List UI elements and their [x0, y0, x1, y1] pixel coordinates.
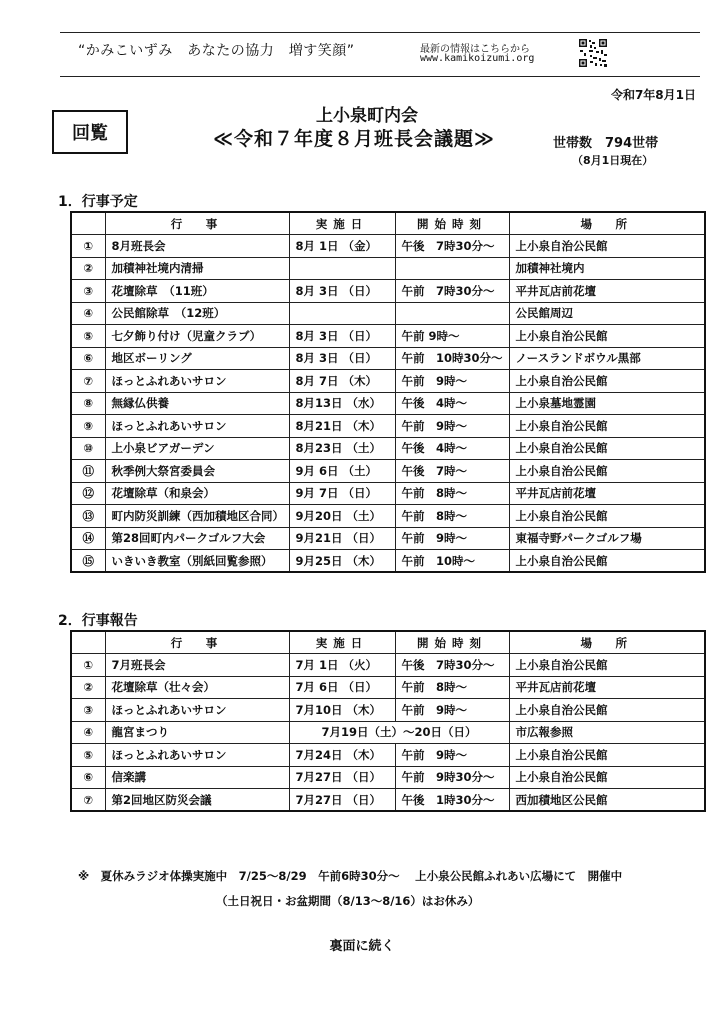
row-number: ⑩ [71, 437, 105, 460]
row-number: ⑭ [71, 527, 105, 550]
event-date-span: 7月19日（土）～20日（日） [289, 721, 509, 744]
table-header-row [71, 212, 705, 235]
event-date: 7月 6日 （日） [289, 676, 395, 699]
household-note: （8月1日現在） [572, 154, 654, 167]
event-place: 上小泉墓地霊園 [509, 392, 705, 415]
event-time: 午前 9時～ [395, 527, 509, 550]
continued-text: 裏面に続く [329, 939, 395, 954]
event-time: 午前 10時30分～ [395, 347, 509, 370]
event-time: 午後 4時～ [395, 437, 509, 460]
row-number: ③ [71, 280, 105, 303]
event-place: ノースランドボウル黒部 [509, 347, 705, 370]
row-number: ⑤ [71, 325, 105, 348]
event-name: 町内防災訓練（西加積地区合同） [105, 505, 289, 528]
table-row [71, 392, 705, 415]
event-time: 午前 9時～ [395, 370, 509, 393]
header-cell-date: 実施日 [289, 631, 395, 654]
event-date: 8月23日 （土） [289, 437, 395, 460]
event-place: 上小泉自治公民館 [509, 370, 705, 393]
row-number: ④ [71, 721, 105, 744]
table-row [71, 325, 705, 348]
header-cell-time: 開始時刻 [395, 212, 509, 235]
event-name: 花壇除草 （11班） [105, 280, 289, 303]
event-place: 東福寺野パークゴルフ場 [509, 527, 705, 550]
event-name: 第28回町内パークゴルフ大会 [105, 527, 289, 550]
event-place: 上小泉自治公民館 [509, 699, 705, 722]
event-place: 平井瓦店前花壇 [509, 280, 705, 303]
event-name: 秋季例大祭宮委員会 [105, 460, 289, 483]
table-row [71, 721, 705, 744]
header-cell-event: 行 事 [105, 212, 289, 235]
section-title-schedule: 1．行事予定 [58, 194, 138, 210]
event-date: 8月21日 （木） [289, 415, 395, 438]
header-cell-time: 開始時刻 [395, 631, 509, 654]
table-row [71, 654, 705, 677]
event-place: 西加積地区公民館 [509, 789, 705, 812]
event-name: ほっとふれあいサロン [105, 699, 289, 722]
event-date: 8月 3日 （日） [289, 325, 395, 348]
event-date: 9月 6日 （土） [289, 460, 395, 483]
row-number: ⑥ [71, 766, 105, 789]
event-name: 龍宮まつり [105, 721, 289, 744]
row-number: ② [71, 676, 105, 699]
event-name: ほっとふれあいサロン [105, 744, 289, 767]
event-place: 上小泉自治公民館 [509, 550, 705, 573]
event-date: 8月 1日 （金） [289, 235, 395, 258]
event-place: 平井瓦店前花壇 [509, 676, 705, 699]
event-date: 9月21日 （日） [289, 527, 395, 550]
event-name: 花壇除草（壮々会） [105, 676, 289, 699]
event-time: 午前 9時～ [395, 744, 509, 767]
event-time: 午後 4時～ [395, 392, 509, 415]
event-place: 上小泉自治公民館 [509, 437, 705, 460]
table-row [71, 527, 705, 550]
table-row [71, 505, 705, 528]
header-cell-no [71, 631, 105, 654]
event-name: 加積神社境内清掃 [105, 257, 289, 280]
row-number: ⑥ [71, 347, 105, 370]
table-row [71, 302, 705, 325]
table-row [71, 370, 705, 393]
info-text: 最新の情報はこちらから [420, 44, 530, 55]
report-table [70, 630, 706, 812]
table-row [71, 789, 705, 812]
event-date: 9月20日 （土） [289, 505, 395, 528]
org-name: 上小泉町内会 [316, 106, 418, 126]
table-header-row [71, 631, 705, 654]
event-name: 無縁仏供養 [105, 392, 289, 415]
row-number: ⑧ [71, 392, 105, 415]
event-time: 午前 9時30分～ [395, 766, 509, 789]
event-date [289, 257, 395, 280]
event-time: 午前 8時～ [395, 482, 509, 505]
header-cell-place: 場 所 [509, 631, 705, 654]
event-time: 午後 7時30分～ [395, 654, 509, 677]
event-time: 午前 9時～ [395, 325, 509, 348]
header-top-rule [60, 32, 700, 33]
table-row [71, 460, 705, 483]
event-time: 午前 8時～ [395, 676, 509, 699]
event-name: 上小泉ビアガーデン [105, 437, 289, 460]
event-time: 午前 7時30分～ [395, 280, 509, 303]
row-number: ① [71, 654, 105, 677]
circular-stamp: 回覧 [52, 110, 128, 154]
header-cell-place: 場 所 [509, 212, 705, 235]
section-title-report: 2．行事報告 [58, 613, 138, 629]
table-row [71, 235, 705, 258]
event-name: 8月班長会 [105, 235, 289, 258]
event-name: いきいき教室（別紙回覧参照） [105, 550, 289, 573]
note-radio-exercise: ※ 夏休みラジオ体操実施中 7/25～8/29 午前6時30分～ 上小泉公民館ふれあい広場にて 開催中 [78, 869, 623, 883]
event-time: 午後 1時30分～ [395, 789, 509, 812]
header-cell-no [71, 212, 105, 235]
event-date: 9月25日 （木） [289, 550, 395, 573]
event-name: 地区ボーリング [105, 347, 289, 370]
meeting-title: ≪令和７年度８月班長会議題≫ [213, 128, 495, 150]
slogan: “かみこいずみ あなたの協力 増す笑顔” [78, 43, 355, 59]
event-place: 上小泉自治公民館 [509, 235, 705, 258]
table-row [71, 676, 705, 699]
row-number: ④ [71, 302, 105, 325]
row-number: ⑫ [71, 482, 105, 505]
event-date: 8月 7日 （木） [289, 370, 395, 393]
website-link[interactable]: www.kamikoizumi.org [420, 53, 535, 64]
event-place: 加積神社境内 [509, 257, 705, 280]
table-row [71, 482, 705, 505]
event-time: 午前 9時～ [395, 415, 509, 438]
row-number: ⑦ [71, 370, 105, 393]
event-date: 8月13日 （水） [289, 392, 395, 415]
event-date [289, 302, 395, 325]
table-row [71, 550, 705, 573]
row-number: ⑬ [71, 505, 105, 528]
event-name: 信楽講 [105, 766, 289, 789]
event-time: 午前 8時～ [395, 505, 509, 528]
event-date: 7月10日 （木） [289, 699, 395, 722]
event-place: 上小泉自治公民館 [509, 415, 705, 438]
event-date: 7月24日 （木） [289, 744, 395, 767]
event-time [395, 302, 509, 325]
row-number: ⑨ [71, 415, 105, 438]
event-time: 午前 10時～ [395, 550, 509, 573]
event-date: 8月 3日 （日） [289, 347, 395, 370]
row-number: ⑤ [71, 744, 105, 767]
qr-code-icon[interactable] [578, 38, 608, 68]
row-number: ① [71, 235, 105, 258]
row-number: ⑪ [71, 460, 105, 483]
header-bottom-rule [60, 76, 700, 77]
event-place: 上小泉自治公民館 [509, 505, 705, 528]
event-time: 午後 7時～ [395, 460, 509, 483]
event-name: 花壇除草（和泉会） [105, 482, 289, 505]
note-holiday: （土日祝日・お盆期間（8/13～8/16）はお休み） [216, 894, 480, 908]
row-number: ⑦ [71, 789, 105, 812]
event-place: 上小泉自治公民館 [509, 744, 705, 767]
event-place: 上小泉自治公民館 [509, 460, 705, 483]
row-number: ⑮ [71, 550, 105, 573]
event-place: 市広報参照 [509, 721, 705, 744]
event-date: 7月27日 （日） [289, 789, 395, 812]
event-date: 7月27日 （日） [289, 766, 395, 789]
table-row [71, 437, 705, 460]
event-place: 公民館周辺 [509, 302, 705, 325]
table-row [71, 744, 705, 767]
event-name: 第2回地区防災会議 [105, 789, 289, 812]
household-count: 世帯数 794世帯 [553, 136, 659, 151]
event-place: 上小泉自治公民館 [509, 325, 705, 348]
row-number: ③ [71, 699, 105, 722]
event-name: ほっとふれあいサロン [105, 415, 289, 438]
event-name: 7月班長会 [105, 654, 289, 677]
event-time [395, 257, 509, 280]
table-row [71, 415, 705, 438]
schedule-table [70, 211, 706, 573]
event-time: 午後 7時30分～ [395, 235, 509, 258]
header-cell-event: 行 事 [105, 631, 289, 654]
event-place: 平井瓦店前花壇 [509, 482, 705, 505]
event-date: 8月 3日 （日） [289, 280, 395, 303]
table-row [71, 280, 705, 303]
event-name: 七夕飾り付け（児童クラブ） [105, 325, 289, 348]
event-name: ほっとふれあいサロン [105, 370, 289, 393]
event-date: 9月 7日 （日） [289, 482, 395, 505]
table-row [71, 766, 705, 789]
issue-date: 令和7年8月1日 [610, 88, 696, 102]
event-place: 上小泉自治公民館 [509, 654, 705, 677]
table-row [71, 347, 705, 370]
event-place: 上小泉自治公民館 [509, 766, 705, 789]
header-cell-date: 実施日 [289, 212, 395, 235]
row-number: ② [71, 257, 105, 280]
table-row [71, 699, 705, 722]
event-time: 午前 9時～ [395, 699, 509, 722]
event-date: 7月 1日 （火） [289, 654, 395, 677]
table-row [71, 257, 705, 280]
event-name: 公民館除草 （12班） [105, 302, 289, 325]
